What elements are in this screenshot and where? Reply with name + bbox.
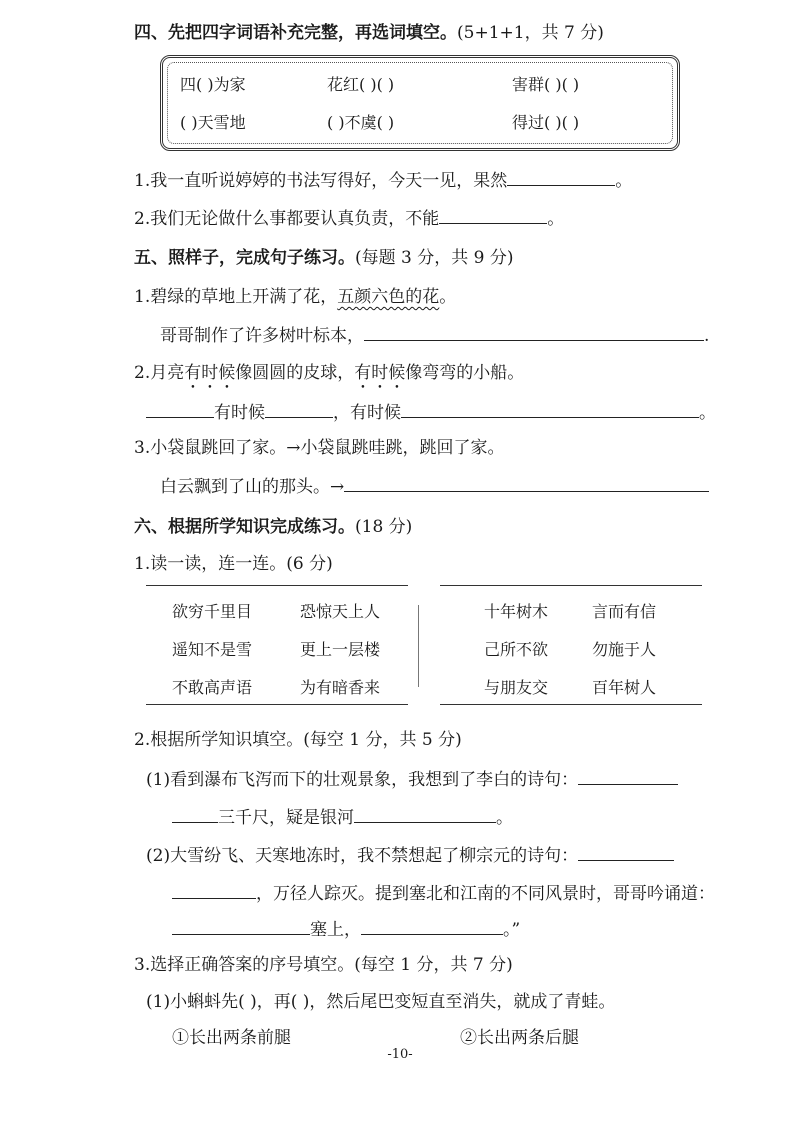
s5-q1-line-text: 哥哥制作了许多树叶标本，	[160, 326, 364, 346]
s6-s3-opt1: ①长出两条前腿	[172, 1028, 291, 1048]
s4-q2-end: 。	[547, 209, 565, 229]
s5-q1-blank[interactable]	[364, 324, 704, 341]
s4-q1-end: 。	[615, 171, 633, 191]
s5-q2-e: 像弯弯的小船。	[405, 363, 525, 383]
section4-score: (5+1+1，共 7 分)	[457, 23, 604, 43]
s5-q1	[134, 282, 456, 307]
s5-q3-line-text: 白云飘到了山的那头。→	[160, 477, 345, 497]
match-right-a3: 与朋友交	[484, 678, 549, 697]
word-r1c1: 四( )为家	[180, 75, 246, 94]
s4-q2-blank[interactable]	[439, 207, 547, 224]
s5-q2-fill	[146, 398, 716, 423]
section6-title-text: 六、根据所学知识完成练习。	[134, 517, 355, 537]
match-divider	[418, 605, 419, 687]
s4-q1-blank[interactable]	[507, 169, 615, 186]
word-r2c1: ( )天雪地	[180, 113, 246, 132]
s6-s2-q2-c	[172, 915, 520, 940]
s5-q2-blank1[interactable]	[146, 401, 214, 418]
s6-s2-q1-blank3[interactable]	[354, 806, 496, 823]
s6-s3	[134, 950, 513, 975]
s6-s2-q1-blank1[interactable]	[578, 768, 678, 785]
s4-q2	[134, 204, 564, 229]
s6-s2-q1-text: (1)看到瀑布飞泻而下的壮观景象，我想到了李白的诗句：	[146, 770, 579, 790]
match-left-b1: 恐惊天上人	[300, 602, 381, 621]
match-left-a2: 遥知不是雪	[172, 640, 253, 659]
s6-s2-q1-blank2[interactable]	[172, 806, 218, 823]
s6-s2-q2-c-text: 塞上，	[310, 920, 361, 940]
word-r2c2: ( )不虞( )	[327, 113, 395, 132]
s5-q3-blank[interactable]	[344, 475, 709, 492]
s6-s2-q2-end: 。”	[503, 920, 521, 940]
s5-q1-line	[160, 321, 709, 346]
match-left-b2: 更上一层楼	[300, 640, 381, 659]
s6-s2-q2-blank4[interactable]	[361, 918, 503, 935]
s5-q2-b: 有时候	[184, 363, 236, 383]
s6-s2-q2	[146, 841, 674, 866]
word-r1c2: 花红( )( )	[327, 75, 395, 94]
s5-q2-blank3[interactable]	[401, 401, 699, 418]
s6-s3-text: 3.选择正确答案的序号填空。	[134, 955, 355, 975]
section6-score: (18 分)	[355, 517, 413, 537]
s5-q2-a: 2.月亮	[134, 363, 185, 383]
match-left-b3: 为有暗香来	[300, 678, 381, 697]
s5-q3-line	[160, 472, 709, 497]
s5-q2-fill2: ，有时候	[333, 403, 401, 423]
s6-s2-text: 2.根据所学知识填空。	[134, 730, 304, 750]
word-r2c3: 得过( )( )	[512, 113, 580, 132]
s6-s1-score: (6 分)	[286, 554, 333, 574]
s4-q1-text: 1.我一直听说婷婷的书法写得好，今天一见，果然	[134, 171, 508, 191]
s5-q2-c: 像圆圆的皮球，	[235, 363, 355, 383]
s6-s3-opt2: ②长出两条后腿	[460, 1028, 579, 1048]
match-right-top-line	[440, 585, 702, 586]
section4-title-text: 四、先把四字词语补充完整，再选词填空。	[134, 23, 457, 43]
section4-title	[134, 18, 604, 43]
s5-q3: 3.小袋鼠跳回了家。→小袋鼠跳哇跳，跳回了家。	[134, 438, 505, 458]
s6-s2	[134, 725, 462, 750]
match-right-b3: 百年树人	[592, 678, 657, 697]
s6-s1-text: 1.读一读，连一连。	[134, 554, 287, 574]
s5-q2-d: 有时候	[354, 363, 406, 383]
match-right-a2: 己所不欲	[484, 640, 549, 659]
section5-title-text: 五、照样子，完成句子练习。	[134, 248, 355, 268]
s5-q2-fill1: 有时候	[214, 403, 265, 423]
s6-s2-q2-b-text: ，万径人踪灭。提到塞北和江南的不同风景时，哥哥吟诵道：	[256, 884, 715, 904]
s5-q2	[134, 358, 524, 393]
section6-title	[134, 512, 412, 537]
s6-s2-q2-text: (2)大雪纷飞、天寒地冻时，我不禁想起了柳宗元的诗句：	[146, 846, 579, 866]
s6-s2-score: (每空 1 分，共 5 分)	[303, 730, 462, 750]
page-number: -10-	[387, 1047, 413, 1062]
s6-s2-q1-b	[172, 803, 513, 828]
section5-score: (每题 3 分，共 9 分)	[355, 248, 514, 268]
s6-s2-q1	[146, 765, 678, 790]
match-left-a3: 不敢高声语	[172, 678, 253, 697]
s6-s2-q2-blank3[interactable]	[172, 918, 310, 935]
s5-q2-blank2[interactable]	[265, 401, 333, 418]
s5-q2-end: 。	[699, 403, 716, 423]
s6-s3-q1: (1)小蝌蚪先( )，再( )，然后尾巴变短直至消失，就成了青蛙。	[146, 992, 616, 1012]
s6-s2-q2-b	[172, 879, 715, 904]
s6-s2-q1-b-text: 三千尺，疑是银河	[218, 808, 354, 828]
match-left-a1: 欲穷千里目	[172, 602, 253, 621]
word-box	[160, 55, 680, 151]
s4-q2-text: 2.我们无论做什么事都要认真负责，不能	[134, 209, 440, 229]
word-r1c3: 害群( )( )	[512, 75, 580, 94]
match-right-a1: 十年树木	[484, 602, 549, 621]
s5-q1-a: 1.碧绿的草地上开满了花，	[134, 287, 338, 307]
s4-q1	[134, 166, 632, 191]
s6-s2-q2-blank1[interactable]	[578, 844, 674, 861]
match-left-bottom-line	[146, 704, 408, 705]
match-right-b1: 言而有信	[592, 602, 657, 621]
s5-q1-line-end: .	[704, 326, 710, 346]
match-right-bottom-line	[440, 704, 702, 705]
s5-q1-example: 五颜六色的花	[337, 287, 440, 307]
match-left-top-line	[146, 585, 408, 586]
section5-title	[134, 243, 514, 268]
s5-q1-c: 。	[439, 287, 457, 307]
s6-s1	[134, 549, 333, 574]
s6-s2-q2-blank2[interactable]	[172, 882, 256, 899]
match-right-b2: 勿施于人	[592, 640, 657, 659]
s6-s2-q1-end: 。	[496, 808, 513, 828]
s6-s3-score: (每空 1 分，共 7 分)	[354, 955, 513, 975]
